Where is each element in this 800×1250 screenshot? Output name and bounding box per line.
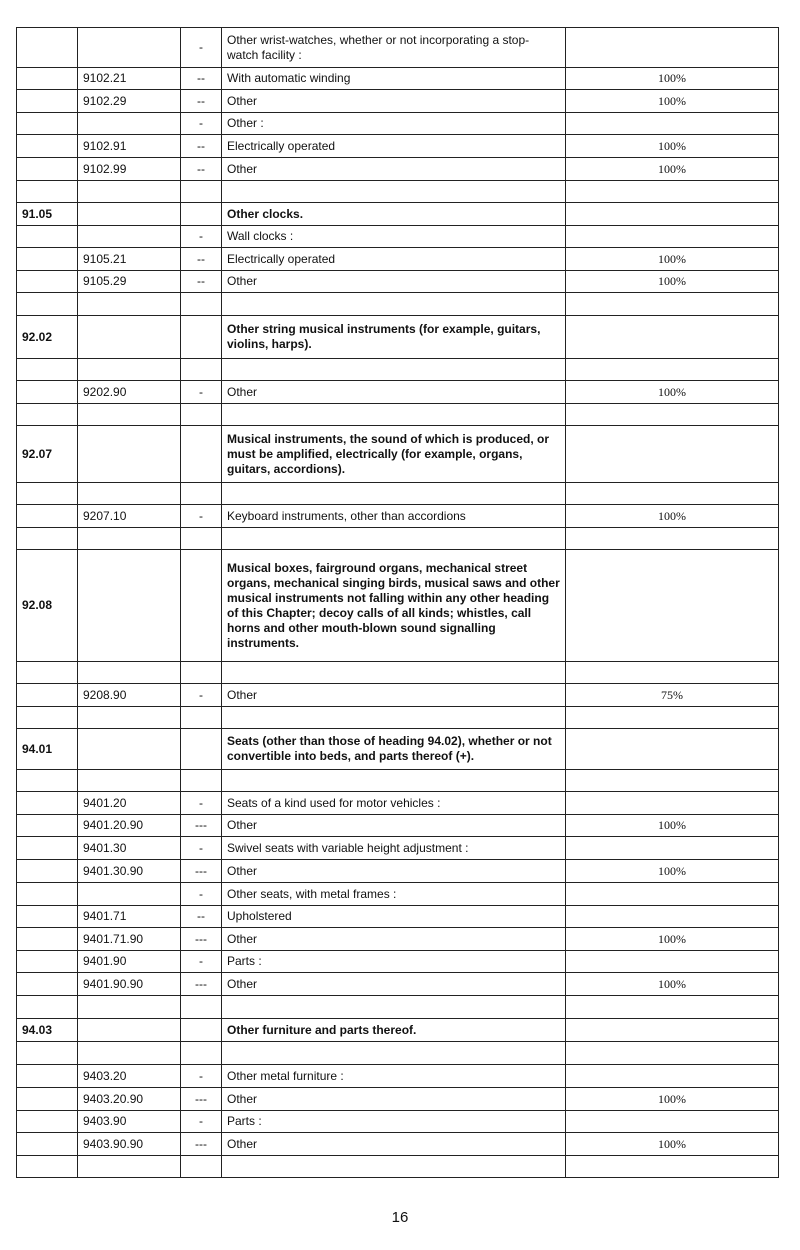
heading-cell	[17, 707, 78, 729]
description-cell: Other metal furniture :	[222, 1065, 566, 1088]
dash-cell	[181, 1156, 222, 1178]
heading-cell	[17, 68, 78, 90]
dash-cell: --	[181, 248, 222, 271]
rate-cell: 100%	[566, 928, 779, 951]
dash-cell	[181, 404, 222, 426]
rate-cell	[566, 707, 779, 729]
page-number: 16	[391, 1209, 409, 1226]
description-cell: Keyboard instruments, other than accordions	[222, 505, 566, 528]
heading-cell	[17, 684, 78, 707]
rate-cell	[566, 951, 779, 973]
heading-cell	[17, 1111, 78, 1133]
table-row	[17, 293, 779, 316]
rate-cell: 100%	[566, 973, 779, 996]
subheading-cell: 9105.21	[78, 248, 181, 271]
table-row	[17, 135, 779, 158]
dash-cell: --	[181, 271, 222, 293]
rate-cell: 100%	[566, 90, 779, 113]
description-cell: Musical boxes, fairground organs, mechanical street organs, mechanical singing birds, musical saws and other musical instruments not falling within any other heading of this Chapter; decoy calls of all kinds; whistles, call horns and other mouth-blown sound signalling instruments.	[222, 550, 566, 662]
subheading-cell: 9202.90	[78, 381, 181, 404]
tariff-table-body	[17, 28, 779, 1178]
rate-cell: 75%	[566, 684, 779, 707]
heading-cell	[17, 226, 78, 248]
table-row	[17, 837, 779, 860]
rate-cell	[566, 528, 779, 550]
subheading-cell	[78, 996, 181, 1019]
table-row	[17, 359, 779, 381]
dash-cell: -	[181, 883, 222, 906]
rate-cell	[566, 1065, 779, 1088]
subheading-cell: 9403.20.90	[78, 1088, 181, 1111]
heading-cell	[17, 1042, 78, 1065]
dash-cell: ---	[181, 928, 222, 951]
table-row	[17, 1042, 779, 1065]
heading-cell	[17, 837, 78, 860]
subheading-cell	[78, 883, 181, 906]
dash-cell: ---	[181, 1133, 222, 1156]
rate-cell	[566, 1156, 779, 1178]
description-cell: Wall clocks :	[222, 226, 566, 248]
rate-cell: 100%	[566, 1088, 779, 1111]
subheading-cell	[78, 28, 181, 68]
description-cell: Other	[222, 381, 566, 404]
table-row	[17, 906, 779, 928]
heading-cell	[17, 271, 78, 293]
subheading-cell	[78, 359, 181, 381]
description-cell: Other clocks.	[222, 203, 566, 226]
table-row	[17, 381, 779, 404]
rate-cell	[566, 550, 779, 662]
dash-cell: -	[181, 1111, 222, 1133]
description-cell	[222, 996, 566, 1019]
rate-cell: 100%	[566, 68, 779, 90]
table-row	[17, 883, 779, 906]
description-cell: With automatic winding	[222, 68, 566, 90]
heading-cell	[17, 973, 78, 996]
heading-cell	[17, 860, 78, 883]
subheading-cell	[78, 1019, 181, 1042]
dash-cell: ---	[181, 815, 222, 837]
dash-cell: -	[181, 837, 222, 860]
table-row	[17, 528, 779, 550]
heading-cell	[17, 1088, 78, 1111]
table-row	[17, 996, 779, 1019]
dash-cell: -	[181, 951, 222, 973]
table-row	[17, 928, 779, 951]
dash-cell: -	[181, 505, 222, 528]
description-cell	[222, 359, 566, 381]
subheading-cell	[78, 1156, 181, 1178]
subheading-cell	[78, 293, 181, 316]
rate-cell	[566, 837, 779, 860]
table-row	[17, 550, 779, 662]
rate-cell: 100%	[566, 1133, 779, 1156]
subheading-cell	[78, 426, 181, 483]
description-cell	[222, 662, 566, 684]
dash-cell	[181, 770, 222, 792]
rate-cell	[566, 883, 779, 906]
heading-cell	[17, 1065, 78, 1088]
rate-cell	[566, 1042, 779, 1065]
subheading-cell: 9102.21	[78, 68, 181, 90]
table-row	[17, 1133, 779, 1156]
heading-cell	[17, 90, 78, 113]
description-cell: Other	[222, 271, 566, 293]
heading-cell	[17, 404, 78, 426]
heading-cell: 91.05	[17, 203, 78, 226]
heading-cell	[17, 883, 78, 906]
rate-cell	[566, 316, 779, 359]
table-row	[17, 1111, 779, 1133]
dash-cell: -	[181, 381, 222, 404]
table-row	[17, 316, 779, 359]
heading-cell: 92.08	[17, 550, 78, 662]
rate-cell	[566, 203, 779, 226]
table-row	[17, 483, 779, 505]
heading-cell	[17, 28, 78, 68]
rate-cell	[566, 404, 779, 426]
description-cell: Other	[222, 860, 566, 883]
dash-cell	[181, 729, 222, 770]
rate-cell	[566, 729, 779, 770]
dash-cell: -	[181, 684, 222, 707]
table-row	[17, 792, 779, 815]
table-row	[17, 770, 779, 792]
description-cell: Upholstered	[222, 906, 566, 928]
heading-cell	[17, 792, 78, 815]
subheading-cell: 9401.90	[78, 951, 181, 973]
description-cell	[222, 770, 566, 792]
dash-cell	[181, 1042, 222, 1065]
dash-cell: --	[181, 906, 222, 928]
table-row	[17, 729, 779, 770]
description-cell	[222, 707, 566, 729]
subheading-cell	[78, 550, 181, 662]
table-row	[17, 860, 779, 883]
table-row	[17, 181, 779, 203]
heading-cell	[17, 158, 78, 181]
heading-cell	[17, 662, 78, 684]
dash-cell: --	[181, 68, 222, 90]
dash-cell: --	[181, 158, 222, 181]
rate-cell	[566, 181, 779, 203]
table-row	[17, 951, 779, 973]
rate-cell	[566, 113, 779, 135]
table-row	[17, 707, 779, 729]
subheading-cell	[78, 662, 181, 684]
subheading-cell: 9401.90.90	[78, 973, 181, 996]
heading-cell	[17, 483, 78, 505]
rate-cell: 100%	[566, 505, 779, 528]
table-row	[17, 404, 779, 426]
subheading-cell: 9207.10	[78, 505, 181, 528]
dash-cell	[181, 293, 222, 316]
heading-cell	[17, 505, 78, 528]
description-cell: Musical instruments, the sound of which is produced, or must be amplified, electrically (for example, organs, guitars, accordions).	[222, 426, 566, 483]
dash-cell: -	[181, 226, 222, 248]
subheading-cell	[78, 226, 181, 248]
table-row	[17, 815, 779, 837]
table-row	[17, 90, 779, 113]
table-row	[17, 68, 779, 90]
rate-cell	[566, 906, 779, 928]
heading-cell	[17, 906, 78, 928]
table-row	[17, 28, 779, 68]
subheading-cell: 9102.91	[78, 135, 181, 158]
rate-cell	[566, 1019, 779, 1042]
description-cell: Electrically operated	[222, 248, 566, 271]
description-cell: Parts :	[222, 1111, 566, 1133]
dash-cell: -	[181, 113, 222, 135]
dash-cell	[181, 426, 222, 483]
heading-cell	[17, 1156, 78, 1178]
subheading-cell	[78, 203, 181, 226]
heading-cell	[17, 113, 78, 135]
dash-cell	[181, 203, 222, 226]
subheading-cell: 9401.30	[78, 837, 181, 860]
subheading-cell	[78, 316, 181, 359]
subheading-cell: 9401.20.90	[78, 815, 181, 837]
rate-cell	[566, 293, 779, 316]
description-cell: Other	[222, 973, 566, 996]
dash-cell: --	[181, 135, 222, 158]
dash-cell	[181, 528, 222, 550]
table-row	[17, 684, 779, 707]
table-row	[17, 1019, 779, 1042]
description-cell	[222, 1156, 566, 1178]
description-cell	[222, 293, 566, 316]
subheading-cell	[78, 770, 181, 792]
rate-cell	[566, 359, 779, 381]
table-row	[17, 505, 779, 528]
description-cell: Electrically operated	[222, 135, 566, 158]
dash-cell: -	[181, 1065, 222, 1088]
description-cell: Other	[222, 1088, 566, 1111]
dash-cell	[181, 483, 222, 505]
heading-cell	[17, 293, 78, 316]
rate-cell	[566, 28, 779, 68]
subheading-cell: 9102.99	[78, 158, 181, 181]
subheading-cell	[78, 528, 181, 550]
rate-cell	[566, 662, 779, 684]
dash-cell	[181, 316, 222, 359]
description-cell: Other string musical instruments (for example, guitars, violins, harps).	[222, 316, 566, 359]
table-row	[17, 662, 779, 684]
dash-cell	[181, 550, 222, 662]
table-row	[17, 426, 779, 483]
table-row	[17, 1156, 779, 1178]
dash-cell	[181, 181, 222, 203]
dash-cell: ---	[181, 860, 222, 883]
heading-cell	[17, 770, 78, 792]
heading-cell	[17, 135, 78, 158]
table-row	[17, 1065, 779, 1088]
rate-cell	[566, 792, 779, 815]
rate-cell: 100%	[566, 815, 779, 837]
subheading-cell: 9208.90	[78, 684, 181, 707]
heading-cell	[17, 1133, 78, 1156]
heading-cell	[17, 928, 78, 951]
table-row	[17, 271, 779, 293]
heading-cell: 94.03	[17, 1019, 78, 1042]
description-cell	[222, 181, 566, 203]
dash-cell: -	[181, 792, 222, 815]
subheading-cell	[78, 483, 181, 505]
description-cell: Other	[222, 90, 566, 113]
heading-cell	[17, 951, 78, 973]
table-row	[17, 203, 779, 226]
heading-cell	[17, 996, 78, 1019]
description-cell: Other furniture and parts thereof.	[222, 1019, 566, 1042]
subheading-cell	[78, 1042, 181, 1065]
description-cell: Other	[222, 158, 566, 181]
description-cell: Other	[222, 1133, 566, 1156]
rate-cell	[566, 483, 779, 505]
subheading-cell: 9403.90.90	[78, 1133, 181, 1156]
heading-cell	[17, 248, 78, 271]
rate-cell: 100%	[566, 860, 779, 883]
rate-cell: 100%	[566, 248, 779, 271]
description-cell	[222, 1042, 566, 1065]
description-cell: Swivel seats with variable height adjustment :	[222, 837, 566, 860]
description-cell	[222, 404, 566, 426]
table-row	[17, 226, 779, 248]
subheading-cell: 9401.71	[78, 906, 181, 928]
heading-cell	[17, 815, 78, 837]
description-cell: Seats of a kind used for motor vehicles :	[222, 792, 566, 815]
description-cell: Parts :	[222, 951, 566, 973]
rate-cell	[566, 996, 779, 1019]
table-row	[17, 158, 779, 181]
subheading-cell: 9403.90	[78, 1111, 181, 1133]
subheading-cell: 9403.20	[78, 1065, 181, 1088]
heading-cell	[17, 381, 78, 404]
subheading-cell: 9401.71.90	[78, 928, 181, 951]
heading-cell	[17, 528, 78, 550]
dash-cell: -	[181, 28, 222, 68]
rate-cell	[566, 1111, 779, 1133]
table-row	[17, 1088, 779, 1111]
dash-cell: ---	[181, 1088, 222, 1111]
dash-cell: ---	[181, 973, 222, 996]
rate-cell	[566, 226, 779, 248]
table-row	[17, 113, 779, 135]
rate-cell: 100%	[566, 271, 779, 293]
description-cell	[222, 483, 566, 505]
subheading-cell: 9401.30.90	[78, 860, 181, 883]
description-cell: Other wrist-watches, whether or not incorporating a stop-watch facility :	[222, 28, 566, 68]
description-cell: Other :	[222, 113, 566, 135]
subheading-cell	[78, 729, 181, 770]
description-cell: Other	[222, 684, 566, 707]
subheading-cell: 9102.29	[78, 90, 181, 113]
heading-cell: 94.01	[17, 729, 78, 770]
rate-cell	[566, 770, 779, 792]
rate-cell: 100%	[566, 135, 779, 158]
rate-cell: 100%	[566, 158, 779, 181]
table-row	[17, 973, 779, 996]
tariff-table	[16, 27, 779, 1178]
dash-cell	[181, 1019, 222, 1042]
heading-cell: 92.02	[17, 316, 78, 359]
description-cell	[222, 528, 566, 550]
heading-cell	[17, 359, 78, 381]
subheading-cell	[78, 113, 181, 135]
subheading-cell: 9401.20	[78, 792, 181, 815]
description-cell: Other	[222, 815, 566, 837]
description-cell: Other	[222, 928, 566, 951]
table-row	[17, 248, 779, 271]
dash-cell	[181, 359, 222, 381]
rate-cell	[566, 426, 779, 483]
heading-cell: 92.07	[17, 426, 78, 483]
subheading-cell	[78, 404, 181, 426]
subheading-cell: 9105.29	[78, 271, 181, 293]
dash-cell	[181, 662, 222, 684]
dash-cell	[181, 707, 222, 729]
description-cell: Other seats, with metal frames :	[222, 883, 566, 906]
dash-cell: --	[181, 90, 222, 113]
heading-cell	[17, 181, 78, 203]
subheading-cell	[78, 181, 181, 203]
rate-cell: 100%	[566, 381, 779, 404]
subheading-cell	[78, 707, 181, 729]
dash-cell	[181, 996, 222, 1019]
description-cell: Seats (other than those of heading 94.02), whether or not convertible into beds, and parts thereof (+).	[222, 729, 566, 770]
